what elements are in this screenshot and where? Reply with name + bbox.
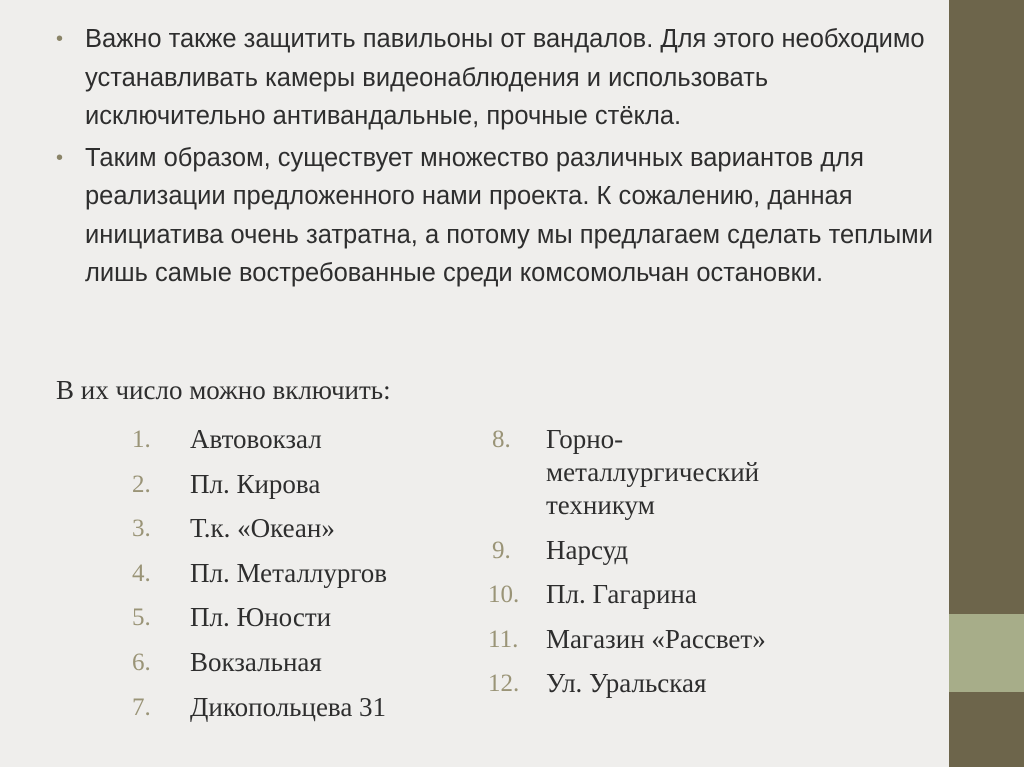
- list-item: [488, 578, 818, 611]
- numbered-list-right: [488, 423, 818, 712]
- bullet-text: Важно также защитить павильоны от вандалов. Для этого необходимо устанавливать камеры видеонаблюдения и использовать исключительно антивандальные, прочные стёкла.: [85, 25, 925, 130]
- list-item: [132, 423, 452, 456]
- list-number: 10.: [488, 581, 520, 609]
- numbered-list-left: [132, 423, 452, 735]
- list-item-text: Т.к. «Океан»: [190, 513, 335, 544]
- list-number: 4.: [132, 559, 151, 587]
- list-item-text: Ул. Уральская: [546, 668, 707, 699]
- list-item: [132, 512, 452, 545]
- list-item: [132, 646, 452, 679]
- list-item: [488, 534, 818, 567]
- list-number: 8.: [492, 426, 511, 453]
- side-decor-accent: [949, 614, 1024, 692]
- list-number: 9.: [492, 536, 511, 564]
- list-item-text: Нарсуд: [546, 534, 629, 565]
- bullet-list: [56, 20, 936, 296]
- list-number: 3.: [132, 515, 151, 543]
- list-item-text: Пл. Металлургов: [190, 557, 388, 588]
- list-item: [132, 691, 452, 724]
- list-item: [488, 623, 818, 656]
- list-number: 6.: [132, 648, 151, 676]
- list-item-text: Пл. Юности: [190, 602, 332, 633]
- list-item-text: Пл. Гагарина: [546, 579, 697, 610]
- list-item: [132, 468, 452, 501]
- list-item-text: Вокзальная: [190, 646, 322, 677]
- list-item-text: Горно-металлургический техникум: [546, 424, 760, 520]
- list-number: 12.: [488, 670, 520, 698]
- bullet-text: Таким образом, существует множество различных вариантов для реализации предложенного нами проекта. К сожалению, данная инициатива очень затратна, а потому мы предлагаем сделать теплыми лишь самые востребованные среди комсомольчан остановки.: [85, 143, 933, 287]
- list-item-text: Автовокзал: [190, 424, 322, 454]
- list-number: 2.: [132, 470, 151, 498]
- list-number: 5.: [132, 604, 151, 632]
- list-heading: В их число можно включить:: [56, 375, 391, 405]
- bullet-dot-icon: •: [56, 146, 64, 169]
- list-item: [132, 557, 452, 590]
- list-item-text: Магазин «Рассвет»: [546, 623, 766, 654]
- list-number: 7.: [132, 693, 151, 721]
- list-item: [132, 601, 452, 634]
- list-item: [488, 423, 798, 522]
- list-number: 1.: [132, 426, 151, 453]
- list-number: 11.: [488, 625, 519, 653]
- bullet-item: [56, 20, 936, 136]
- list-item-text: Дикопольцева 31: [190, 691, 387, 722]
- list-item: [488, 667, 818, 700]
- bullet-item: [56, 139, 936, 293]
- list-item-text: Пл. Кирова: [190, 468, 321, 499]
- bullet-dot-icon: •: [56, 28, 64, 50]
